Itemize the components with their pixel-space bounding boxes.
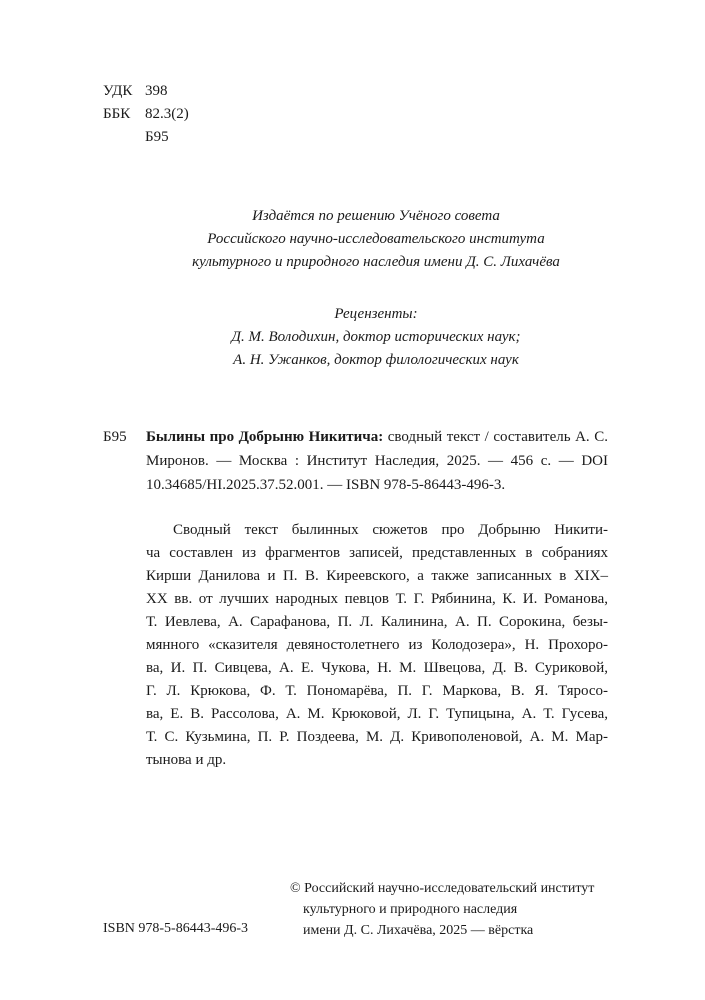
copyright-line: культурного и природного наследия bbox=[303, 902, 518, 917]
author-sign-row bbox=[103, 126, 189, 149]
publication-note-line: Издаётся по решению Учёного совета bbox=[252, 208, 500, 224]
author-sign-code: Б95 bbox=[103, 429, 127, 445]
abstract-line: XX вв. от лучших народных певцов Т. Г. Рябинина, К. И. Романова, bbox=[146, 591, 608, 607]
udk-value: 398 bbox=[145, 83, 168, 99]
reviewers-heading: Рецензенты: bbox=[334, 306, 418, 322]
bbk-row bbox=[103, 103, 189, 126]
bibliographic-description bbox=[146, 425, 608, 497]
abstract-line: Кирши Данилова и П. В. Киреевского, а также записанных в XIX– bbox=[146, 568, 608, 584]
abstract-line: ва, И. П. Сивцева, А. Е. Чукова, Н. М. Швецова, Д. В. Суриковой, bbox=[146, 660, 608, 676]
abstract bbox=[146, 519, 608, 772]
abstract-line: Сводный текст былинных сюжетов про Добрыню Никити- bbox=[173, 522, 608, 538]
author-sign: Б95 bbox=[145, 129, 169, 145]
copyright-line: © Российский научно-исследовательский институт bbox=[290, 881, 595, 896]
abstract-line: мянного «сказителя девяностолетнего из Колодозера», Н. Прохоро- bbox=[146, 637, 608, 653]
copyright-line: имени Д. С. Лихачёва, 2025 — вёрстка bbox=[303, 923, 534, 938]
isbn-footer: ISBN 978-5-86443-496-3 bbox=[103, 921, 249, 936]
book-title: Былины про Добрыню Никитича: bbox=[146, 429, 384, 445]
abstract-line: ча составлен из фрагментов записей, представленных в собраниях bbox=[146, 545, 608, 561]
bibliographic-details: сводный текст / составитель А. С. Миронов. — Москва : Институт Наследия, 2025. — 456 с. — DOI 10.34685/HI.2025.37.52.001. — ISBN 978-5-86443-496-3. bbox=[146, 429, 608, 493]
copyright-notice bbox=[290, 878, 610, 941]
abstract-line: тынова и др. bbox=[146, 752, 227, 768]
udk-label: УДК bbox=[103, 83, 133, 99]
bbk-value: 82.3(2) bbox=[145, 106, 189, 122]
abstract-line: Т. Иевлева, А. Сарафанова, П. Л. Калинина, А. П. Сорокина, безы- bbox=[146, 614, 608, 630]
reviewer-item: Д. М. Володихин, доктор исторических наук; bbox=[231, 329, 521, 345]
abstract-line: Г. Л. Крюкова, Ф. Т. Пономарёва, П. Г. Маркова, В. Я. Тяросо- bbox=[146, 683, 608, 699]
udk-row bbox=[103, 80, 189, 103]
classification-codes bbox=[103, 80, 189, 149]
reviewers-block bbox=[146, 303, 606, 372]
bbk-label: ББК bbox=[103, 106, 131, 122]
reviewer-item: А. Н. Ужанков, доктор филологических наук bbox=[233, 352, 519, 368]
publication-note-line: культурного и природного наследия имени Д. С. Лихачёва bbox=[192, 254, 560, 270]
abstract-line: ва, Е. В. Рассолова, А. М. Крюковой, Л. Г. Тупицына, А. Т. Гусева, bbox=[146, 706, 608, 722]
publication-note-line: Российского научно-исследовательского института bbox=[207, 231, 545, 247]
abstract-line: Т. С. Кузьмина, П. Р. Поздеева, М. Д. Кривополеновой, А. М. Мар- bbox=[146, 729, 608, 745]
bibliographic-entry bbox=[103, 425, 608, 497]
publication-note bbox=[146, 205, 606, 274]
